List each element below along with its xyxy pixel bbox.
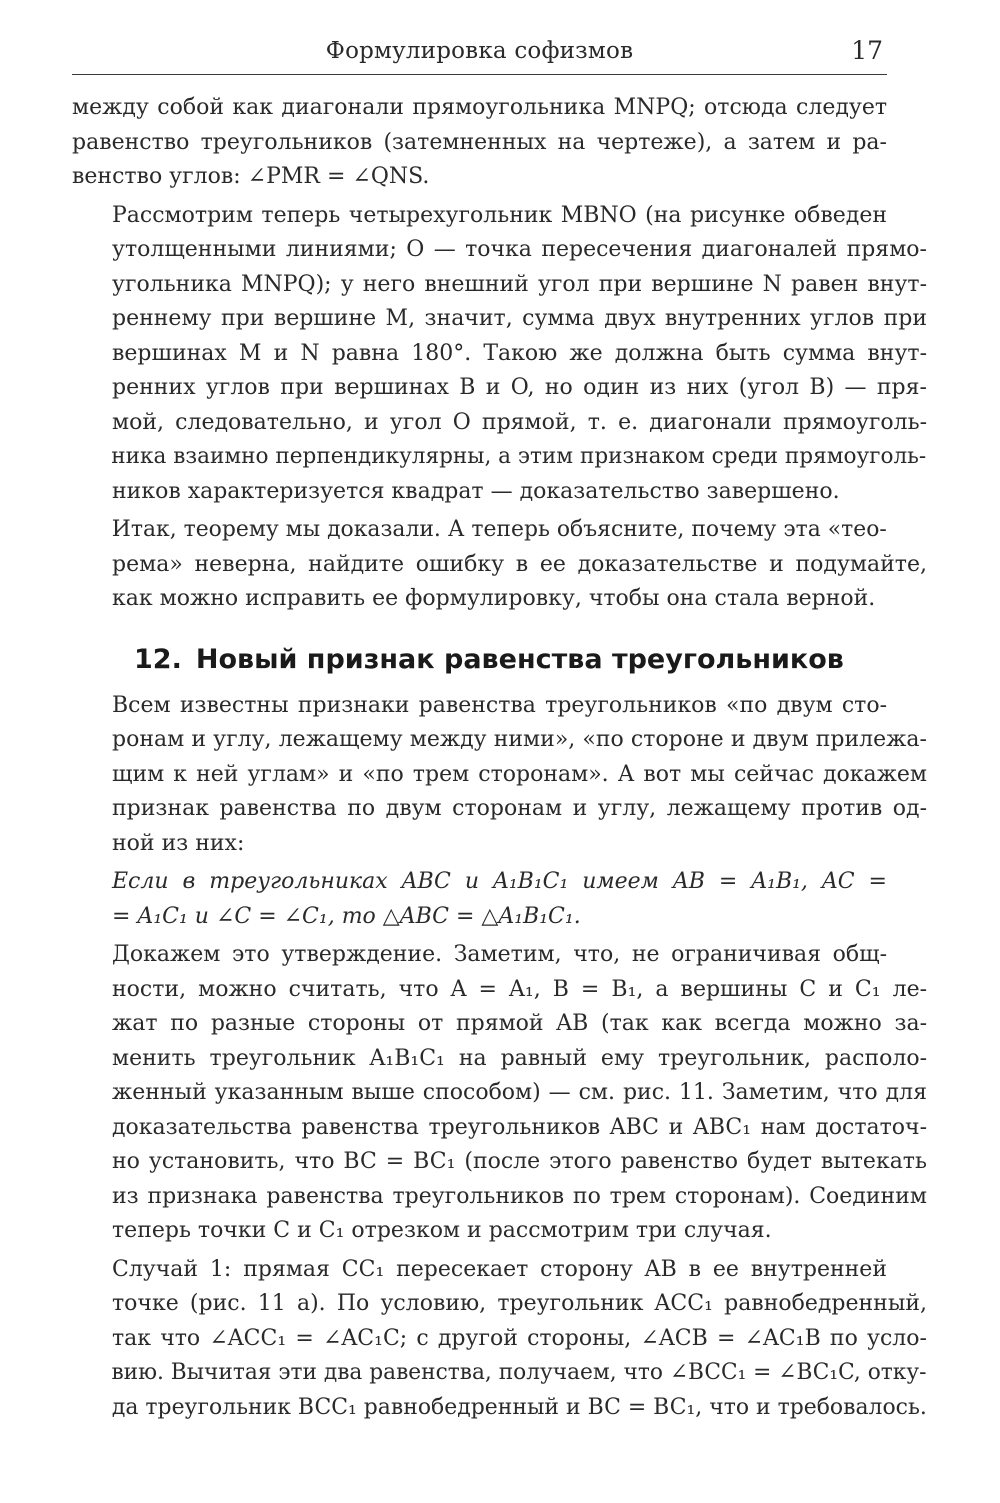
text-line: равенство треугольников (затемненных на чертеже), а затем и ра- [72,129,887,155]
text-line: Итак, теорему мы доказали. А теперь объясните, почему эта «тео- [111,517,887,542]
paragraph-case-1 [72,1253,928,1426]
text-line: Случай 1: прямая CC₁ пересекает сторону AB в ее внутренней [112,1256,887,1282]
text-line: ной из них: [112,830,245,856]
text-line: вершинах M и N равна 180°. Такою же должна быть сумма внут- [112,340,928,366]
paragraph-conclusion [72,513,927,617]
text-line: из признака равенства треугольников по трем сторонам). Соединим [112,1183,927,1209]
paragraph-proof-continuation [72,91,887,195]
text-line: Рассмотрим теперь четырехугольник MBNO (на рисунке обведен [112,202,888,228]
text-line: как можно исправить ее формулировку, чтобы она стала верной. [112,586,876,611]
running-title: Формулировка софизмов [325,38,634,64]
text-line: ности, можно считать, что A = A₁, B = B₁, а вершины C и C₁ ле- [112,976,928,1002]
text-line: но установить, что BC = BC₁ (после этого равенство будет вытекать [112,1149,927,1174]
text-line: Всем известны признаки равенства треугольников «по двум сто- [112,692,888,718]
page-body [72,91,928,1425]
text-line: теперь точки C и C₁ отрезком и рассмотрим три случая. [112,1218,772,1243]
text-line: венство углов: ∠PMR = ∠QNS. [72,164,430,189]
text-line: ронам и углу, лежащему между ними», «по стороне и двум прилежа- [112,727,927,752]
text-line: жат по разные стороны от прямой AB (так как всегда можно за- [112,1011,928,1036]
text-line: мой, следовательно, и угол O прямой, т. е. диагонали прямоуголь- [112,409,928,435]
text-line: ника взаимно перпендикулярны, а этим признаком среди прямоуголь- [111,444,927,469]
text-line: щим к ней углам» и «по трем сторонам». А вот мы сейчас докажем [112,761,928,787]
text-line: рема» неверна, найдите ошибку в ее доказательстве и подумайте, [112,551,927,577]
text-line: Если в треугольниках ABC и A₁B₁C₁ имеем AB = A₁B₁, AC = [112,869,887,894]
text-line: признак равенства по двум сторонам и углу, лежащему против од- [112,796,928,821]
text-line: да треугольник BCC₁ равнобедренный и BC = BC₁, что и требовалось. [111,1394,927,1420]
paragraph-quadrilateral [72,199,928,510]
text-line: Докажем это утверждение. Заметим, что, не ограничивая общ- [112,942,888,967]
text-line: так что ∠ACC₁ = ∠AC₁C; с другой стороны, ∠ACB = ∠AC₁B по усло- [112,1325,927,1351]
text-line: между собой как диагонали прямоугольника MNPQ; отсюда следует [72,95,888,120]
text-line: вию. Вычитая эти два равенства, получаем, что ∠BCC₁ = ∠BC₁C, отку- [111,1360,927,1385]
text-line: женный указанным выше способом) — см. рис. 11. Заметим, что для [112,1080,927,1105]
text-line: менить треугольник A₁B₁C₁ на равный ему треугольник, располо- [112,1045,928,1071]
text-line: реннему при вершине M, значит, сумма двух внутренних углов при [112,306,927,331]
text-line: ников характеризуется квадрат — доказательство завершено. [112,478,840,504]
text-line: утолщенными линиями; O — точка пересечения диагоналей прямо- [112,237,927,262]
paragraph-known-criteria [72,689,928,862]
paragraph-proof [72,938,928,1249]
section-title: Новый признак равенства треугольников [195,643,844,675]
text-line: точке (рис. 11 а). По условию, треугольник ACC₁ равнобедренный, [112,1291,928,1316]
text-line: ренних углов при вершинах B и O, но один из них (угол B) — пря- [112,375,927,400]
text-line: доказательства равенства треугольников ABC и ABC₁ нам достаточ- [112,1114,928,1140]
page-number: 17 [851,36,883,65]
text-line: = A₁C₁ и ∠C = ∠C₁, то △ABC = △A₁B₁C₁. [112,903,581,929]
section-number: 12. [134,643,182,675]
section-heading [72,643,887,677]
theorem-statement [72,865,887,934]
text-line: угольника MNPQ); у него внешний угол при вершине N равен внут- [112,271,928,297]
running-header [72,30,887,75]
